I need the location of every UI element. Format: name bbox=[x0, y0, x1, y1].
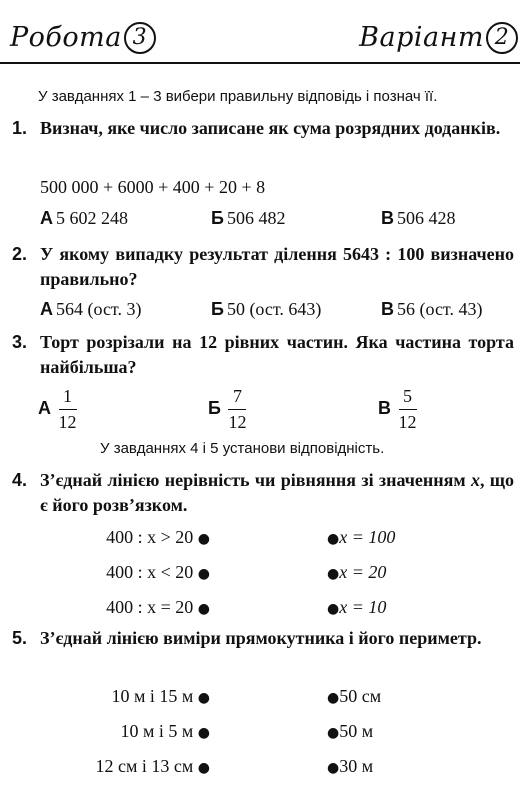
q1-option-a[interactable]: А 5 602 248 bbox=[40, 208, 128, 228]
q3-fraction-a: $\frac{1}{12}$ bbox=[58, 386, 77, 432]
q5-right-1[interactable]: ●50 см bbox=[327, 686, 382, 706]
q4-right-1-dot[interactable]: ● bbox=[327, 531, 340, 547]
q4-right-2[interactable]: ●x = 20 bbox=[327, 562, 387, 582]
q5-number: 5. bbox=[12, 628, 28, 648]
q4-left-2-dot[interactable]: ● bbox=[197, 566, 210, 582]
q3-option-a[interactable]: А $\frac{1}{12}$ bbox=[38, 386, 77, 432]
q3-text: Торт розрізали на 12 рівних частин. Яка частина торта найбільша? bbox=[40, 332, 514, 377]
q2-option-c[interactable]: В 56 (ост. 43) bbox=[381, 299, 483, 319]
q4-number: 4. bbox=[12, 470, 28, 490]
q3-option-c[interactable]: В $\frac{5}{12}$ bbox=[378, 386, 417, 432]
q5-left-3[interactable]: 12 см і 13 см ● bbox=[95, 756, 210, 776]
q3-fraction-b: $\frac{7}{12}$ bbox=[228, 386, 247, 432]
q5-right-3[interactable]: ●30 м bbox=[327, 756, 374, 776]
q5-right-2[interactable]: ●50 м bbox=[327, 721, 374, 741]
q5-left-1[interactable]: 10 м і 15 м ● bbox=[111, 686, 210, 706]
q1-option-b[interactable]: Б 506 482 bbox=[211, 208, 286, 228]
instruction-1-3: У завданнях 1 – 3 вибери правильну відповідь і познач її. bbox=[38, 88, 438, 105]
q2-option-a[interactable]: А 564 (ост. 3) bbox=[40, 299, 142, 319]
q1-expression: 500 000 + 6000 + 400 + 20 + 8 bbox=[40, 177, 266, 197]
q4-left-3-dot[interactable]: ● bbox=[197, 601, 210, 617]
q3-number: 3. bbox=[12, 332, 28, 352]
q5-left-2-dot[interactable]: ● bbox=[197, 725, 210, 741]
q3-option-b[interactable]: Б $\frac{7}{12}$ bbox=[208, 386, 247, 432]
q4-left-1-dot[interactable]: ● bbox=[197, 531, 210, 547]
header bbox=[0, 0, 520, 64]
q5-right-2-dot[interactable]: ● bbox=[327, 725, 340, 741]
q5-text: З’єднай лінією виміри прямокутника і його периметр. bbox=[40, 628, 482, 648]
q4-right-1[interactable]: ●x = 100 bbox=[327, 527, 396, 547]
q4-variable: x bbox=[470, 470, 480, 490]
q5-left-1-dot[interactable]: ● bbox=[197, 690, 210, 706]
instruction-4-5: У завданнях 4 і 5 установи відповідність. bbox=[100, 440, 385, 457]
q2-number: 2. bbox=[12, 244, 28, 264]
q4-left-3[interactable]: 400 : x = 20 ● bbox=[106, 597, 210, 617]
work-title bbox=[10, 22, 156, 54]
q5-left-2[interactable]: 10 м і 5 м ● bbox=[120, 721, 210, 741]
q2-text: У якому випадку результат ділення 5643 : 100 визначено правильно? bbox=[40, 244, 514, 289]
q3-fraction-c: $\frac{5}{12}$ bbox=[398, 386, 417, 432]
q1-number: 1. bbox=[12, 118, 28, 138]
q5-left-3-dot[interactable]: ● bbox=[197, 760, 210, 776]
variant-label: Варіант bbox=[359, 22, 484, 53]
q4-right-3-dot[interactable]: ● bbox=[327, 601, 340, 617]
work-label: Робота bbox=[10, 22, 122, 53]
q1-text: Визнач, яке число записане як сума розрядних доданків. bbox=[40, 118, 501, 138]
work-number: 3 bbox=[124, 22, 156, 54]
q5-right-1-dot[interactable]: ● bbox=[327, 690, 340, 706]
variant-title bbox=[359, 22, 518, 54]
q4-right-2-dot[interactable]: ● bbox=[327, 566, 340, 582]
q5-right-3-dot[interactable]: ● bbox=[327, 760, 340, 776]
q4-left-2[interactable]: 400 : x < 20 ● bbox=[106, 562, 210, 582]
q4-text: З’єднай лінією нерівність чи рівняння зі значенням x, що є його розв’язком. bbox=[40, 470, 514, 515]
header-divider bbox=[0, 62, 520, 64]
q4-right-3[interactable]: ●x = 10 bbox=[327, 597, 387, 617]
q4-left-1[interactable]: 400 : x > 20 ● bbox=[106, 527, 210, 547]
variant-number: 2 bbox=[486, 22, 518, 54]
q2-option-b[interactable]: Б 50 (ост. 643) bbox=[211, 299, 322, 319]
q1-option-c[interactable]: В 506 428 bbox=[381, 208, 456, 228]
